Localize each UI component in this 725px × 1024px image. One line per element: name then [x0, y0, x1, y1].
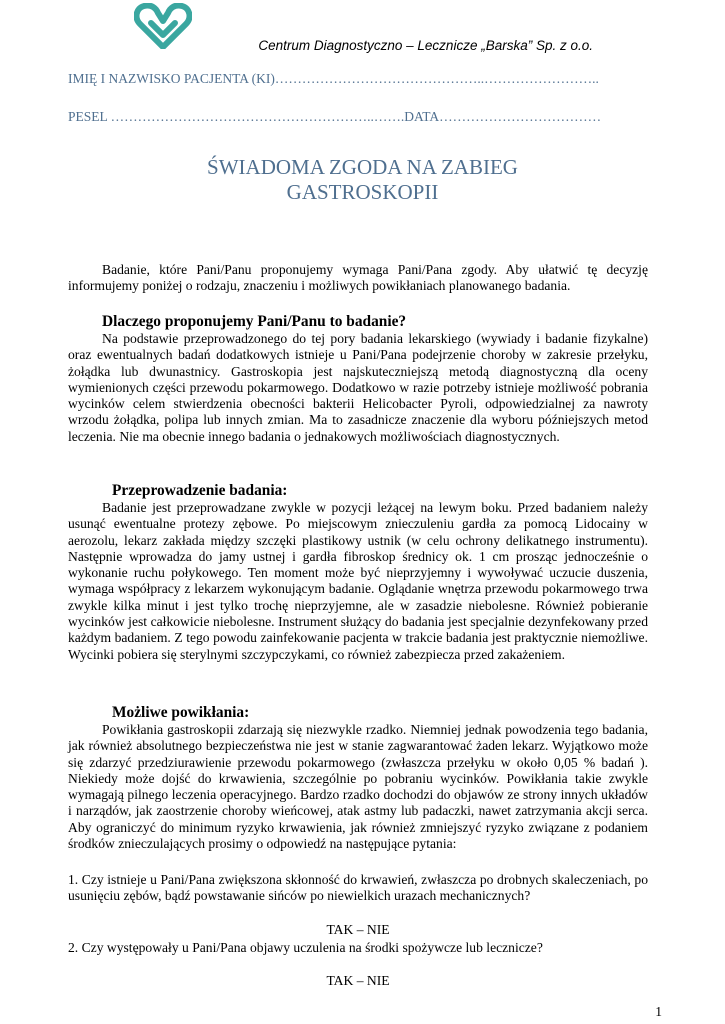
- intro-paragraph: Badanie, które Pani/Panu proponujemy wymaga Pani/Pana zgody. Aby ułatwić tę decyzję informujemy poniżej o rodzaju, znaczeniu i możliwych powikłaniach planowanego badania.: [68, 262, 648, 294]
- answer-1[interactable]: TAK – NIE: [326, 922, 390, 937]
- title-line-2: GASTROSKOPII: [286, 180, 439, 204]
- pesel-date-field[interactable]: PESEL …………………………………………………..…….DATA………………………………: [68, 109, 602, 124]
- section-text-procedure: Badanie jest przeprowadzane zwykle w pozycji leżącej na lewym boku. Przed badaniem należy usunąć ewentualne protezy zębowe. Po miejscowym znieczuleniu gardła za pomocą Lidocainy w aerozolu, lekarz zakłada między szczęki plastikowy ustnik (w celu ochrony delikatnego instrumentu). Następnie wprowadza do jamy ustnej i gardła fibroskop średnicy ok. 1 cm prosząc jednocześnie o wykonanie ruchu połykowego. Ten moment może być nieprzyjemny i wywoływać uczucie duszenia, wymaga współpracy z lekarzem wykonującym badanie. Oglądanie wnętrza przewodu pokarmowego trwa zwykle kilka minut i jest tylko trochę nieprzyjemne, ale w zasadzie niebolesne. Również pobieranie wycinków jest całkowicie niebolesne. Instrument służący do badania jest specjalnie dezynfekowany przed każdym badaniem. Z tego powodu zainfekowanie pacjenta w trakcie badania jest praktycznie niemożliwe. Wycinki pobiera się sterylnymi szczypczykami, co również zabezpiecza przed zakażeniem.: [68, 500, 648, 662]
- document-title: [0, 155, 725, 205]
- section-heading-complications: Możliwe powikłania:: [112, 704, 250, 721]
- section-text-complications: Powikłania gastroskopii zdarzają się niezwykle rzadko. Niemniej jednak powodzenia tego badania, jak również absolutnego bezpieczeństwa nie jest w stanie zagwarantować żaden lekarz. Wyjątkowo może się zdarzyć przedziurawienie przewodu pokarmowego (zwłaszcza przełyku w około 0,05 % badań ). Niekiedy może dojść do krwawienia, szczególnie po pobraniu wycinków. Powikłania takie zwykle wymagają pilnego leczenia operacyjnego. Bardzo rzadko dochodzi do objawów ze strony innych układów i narządów, jak zaostrzenie choroby wieńcowej, atak astmy lub padaczki, nawet zatrzymania akcji serca. Aby ograniczyć do minimum ryzyko krwawienia, jak również zmniejszyć ryzyko związane z podaniem środków znieczulających prosimy o odpowiedź na następujące pytania:: [68, 722, 648, 852]
- question-1: 1. Czy istnieje u Pani/Pana zwiększona skłonność do krwawień, zwłaszcza po drobnych skaleczeniach, po usunięciu zębów, bądź powstawanie sińców po niewielkich urazach mechanicznych?: [68, 872, 648, 904]
- company-name: Centrum Diagnostyczno – Lecznicze „Barska” Sp. z o.o.: [258, 38, 593, 53]
- heart-logo-icon: [134, 3, 192, 49]
- section-heading-procedure: Przeprowadzenie badania:: [112, 482, 288, 499]
- answer-2[interactable]: TAK – NIE: [326, 973, 390, 988]
- patient-name-field[interactable]: IMIĘ I NAZWISKO PACJENTA (KI)………………………………………..……………………..: [68, 71, 599, 86]
- title-line-1: ŚWIADOMA ZGODA NA ZABIEG: [207, 155, 518, 179]
- section-text-why: Na podstawie przeprowadzonego do tej pory badania lekarskiego (wywiady i badanie fizykalne) oraz ewentualnych badań dodatkowych istnieje u Pani/Pana podejrzenie choroby w zakresie przełyku, żołądka lub dwunastnicy. Gastroskopia jest najskuteczniejszą metodą diagnostyczną dla oceny wymienionych części przewodu pokarmowego. Dodatkowo w razie potrzeby istnieje możliwość pobrania wycinków celem stwierdzenia obecności bakterii Helicobacter Pyroli, odpowiedzialnej za nawroty wrzodu żołądka, polipa lub innych zmian. Ma to zasadnicze znaczenie dla wyboru późniejszych metod leczenia. Nie ma obecnie innego badania o jednakowych możliwościach diagnostycznych.: [68, 331, 648, 444]
- section-heading-why: Dlaczego proponujemy Pani/Panu to badanie?: [102, 313, 407, 330]
- question-2: 2. Czy występowały u Pani/Pana objawy uczulenia na środki spożywcze lub lecznicze?: [68, 940, 543, 955]
- page-number: 1: [655, 1004, 662, 1019]
